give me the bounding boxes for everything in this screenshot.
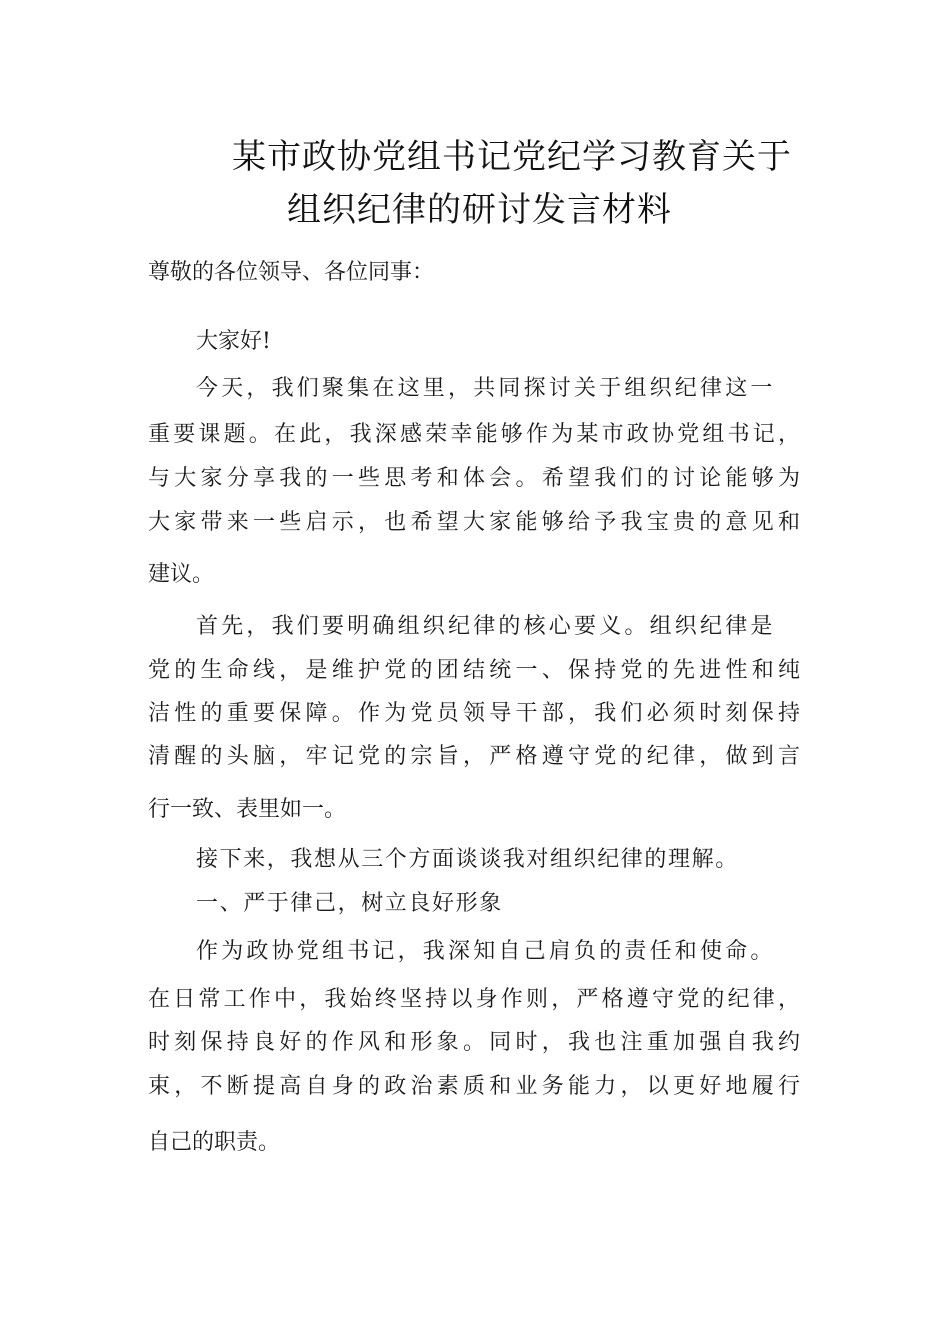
paragraph-line: 清醒的头脑，牢记党的宗旨，严格遵守党的纪律，做到言 [148,744,800,769]
paragraph-line: 行一致、表里如一。 [148,797,347,822]
paragraph-line: 首先，我们要明确组织纪律的核心要义。组织纪律是 [196,614,776,639]
paragraph-line: 建议。 [148,562,215,587]
paragraph-line: 自己的职责。 [148,1130,281,1155]
paragraph-line: 重要课题。在此，我深感荣幸能够作为某市政协党组书记， [148,422,800,447]
paragraph-line: 今天，我们聚集在这里，共同探讨关于组织纪律这一 [196,376,776,401]
paragraph-line: 作为政协党组书记，我深知自己肩负的责任和使命。 [196,939,776,964]
paragraph-line: 时刻保持良好的作风和形象。同时，我也注重加强自我约 [148,1030,800,1055]
document-title-line-2: 组织纪律的研讨发言材料 [287,190,672,230]
section-heading: 一、严于律己，树立良好形象 [196,891,503,916]
paragraph-line: 党的生命线，是维护党的团结统一、保持党的先进性和纯 [148,658,800,683]
paragraph-line: 束，不断提高自身的政治素质和业务能力，以更好地履行 [148,1074,800,1099]
document-title-line-1: 某市政协党组书记党纪学习教育关于 [232,137,792,177]
paragraph-line: 与大家分享我的一些思考和体会。希望我们的讨论能够为 [148,466,800,491]
paragraph-line: 洁性的重要保障。作为党员领导干部，我们必须时刻保持 [148,701,800,726]
paragraph-line: 接下来，我想从三个方面谈谈我对组织纪律的理解。 [196,847,739,872]
paragraph-line: 大家带来一些启示，也希望大家能够给予我宝贵的意见和 [148,510,800,535]
greeting: 大家好! [196,329,271,354]
salutation: 尊敬的各位领导、各位同事： [148,260,435,285]
paragraph-line: 在日常工作中，我始终坚持以身作则，严格遵守党的纪律， [148,987,800,1012]
